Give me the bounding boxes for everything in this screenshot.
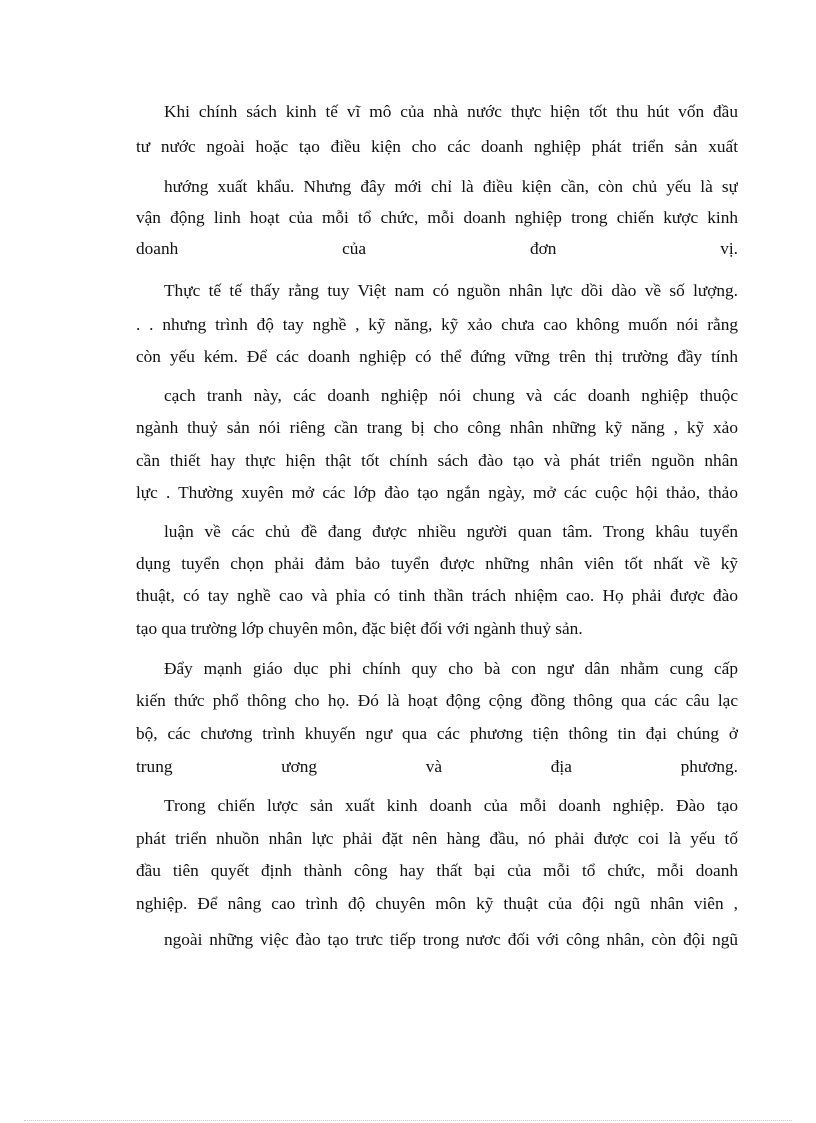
text-line: luận về các chủ đề đang được nhiều người quan tâm. Trong khâu tuyển: [164, 522, 738, 541]
text-line: doanh của đơn vị.: [136, 239, 738, 258]
text-line: nghiệp. Để nâng cao trình độ chuyên môn kỹ thuật của đội ngũ nhân viên ,: [136, 894, 738, 913]
text-line: Đẩy mạnh giáo dục phi chính quy cho bà con ngư dân nhằm cung cấp: [164, 659, 738, 678]
text-line: trung ương và địa phương.: [136, 757, 738, 776]
text-line: lực . Thường xuyên mở các lớp đào tạo ngắn ngày, mở các cuộc hội thảo, thảo: [136, 483, 738, 502]
text-line: . . nhưng trình độ tay nghề , kỹ năng, kỹ xảo chưa cao không muốn nói rằng: [136, 315, 738, 334]
text-line: kiến thức phổ thông cho họ. Đó là hoạt động cộng đồng thông qua các câu lạc: [136, 691, 738, 710]
text-line: đầu tiên quyết định thành công hay thất bại của mỗi tổ chức, mỗi doanh: [136, 861, 738, 880]
text-line: tạo qua trường lớp chuyên môn, đặc biệt đối với ngành thuỷ sản.: [136, 619, 583, 638]
text-line: hướng xuất khẩu. Nhưng đây mới chỉ là điều kiện cần, còn chủ yếu là sự: [164, 177, 738, 196]
text-line: Trong chiến lược sản xuất kinh doanh của mỗi doanh nghiệp. Đào tạo: [164, 796, 738, 815]
text-line: dụng tuyển chọn phải đảm bảo tuyển được những nhân viên tốt nhất về kỹ: [136, 554, 738, 573]
text-line: bộ, các chương trình khuyến ngư qua các phương tiện thông tin đại chúng ở: [136, 724, 738, 743]
text-line: Khi chính sách kinh tế vĩ mô của nhà nước thực hiện tốt thu hút vốn đầu: [164, 102, 738, 121]
text-line: cạch tranh này, các doanh nghiệp nói chung và các doanh nghiệp thuộc: [164, 386, 738, 405]
text-line: tư nước ngoài hoặc tạo điều kiện cho các doanh nghiệp phát triển sản xuất: [136, 137, 738, 156]
text-line: còn yếu kém. Để các doanh nghiệp có thể đứng vững trên thị trường đầy tính: [136, 347, 738, 366]
text-line: vận động linh hoạt của mỗi tổ chức, mỗi doanh nghiệp trong chiến kược kinh: [136, 208, 738, 227]
text-line: Thực tế tế thấy rằng tuy Việt nam có nguồn nhân lực dồi dào về số lượng.: [164, 281, 738, 300]
text-line: cần thiết hay thực hiện thật tốt chính sách đào tạo và phát triển nguồn nhân: [136, 451, 738, 470]
text-line: phát triển nhuồn nhân lực phải đặt nên hàng đầu, nó phải được coi là yếu tố: [136, 829, 738, 848]
page-bottom-divider: [24, 1120, 792, 1121]
text-line: thuật, có tay nghề cao và phỉa có tinh thần trách nhiệm cao. Họ phải được đào: [136, 586, 738, 605]
text-line: ngành thuỷ sản nói riêng cần trang bị cho công nhân những kỹ năng , kỹ xảo: [136, 418, 738, 437]
text-line: ngoài những việc đào tạo trưc tiếp trong nươc đối với công nhân, còn đội ngũ: [164, 930, 738, 949]
